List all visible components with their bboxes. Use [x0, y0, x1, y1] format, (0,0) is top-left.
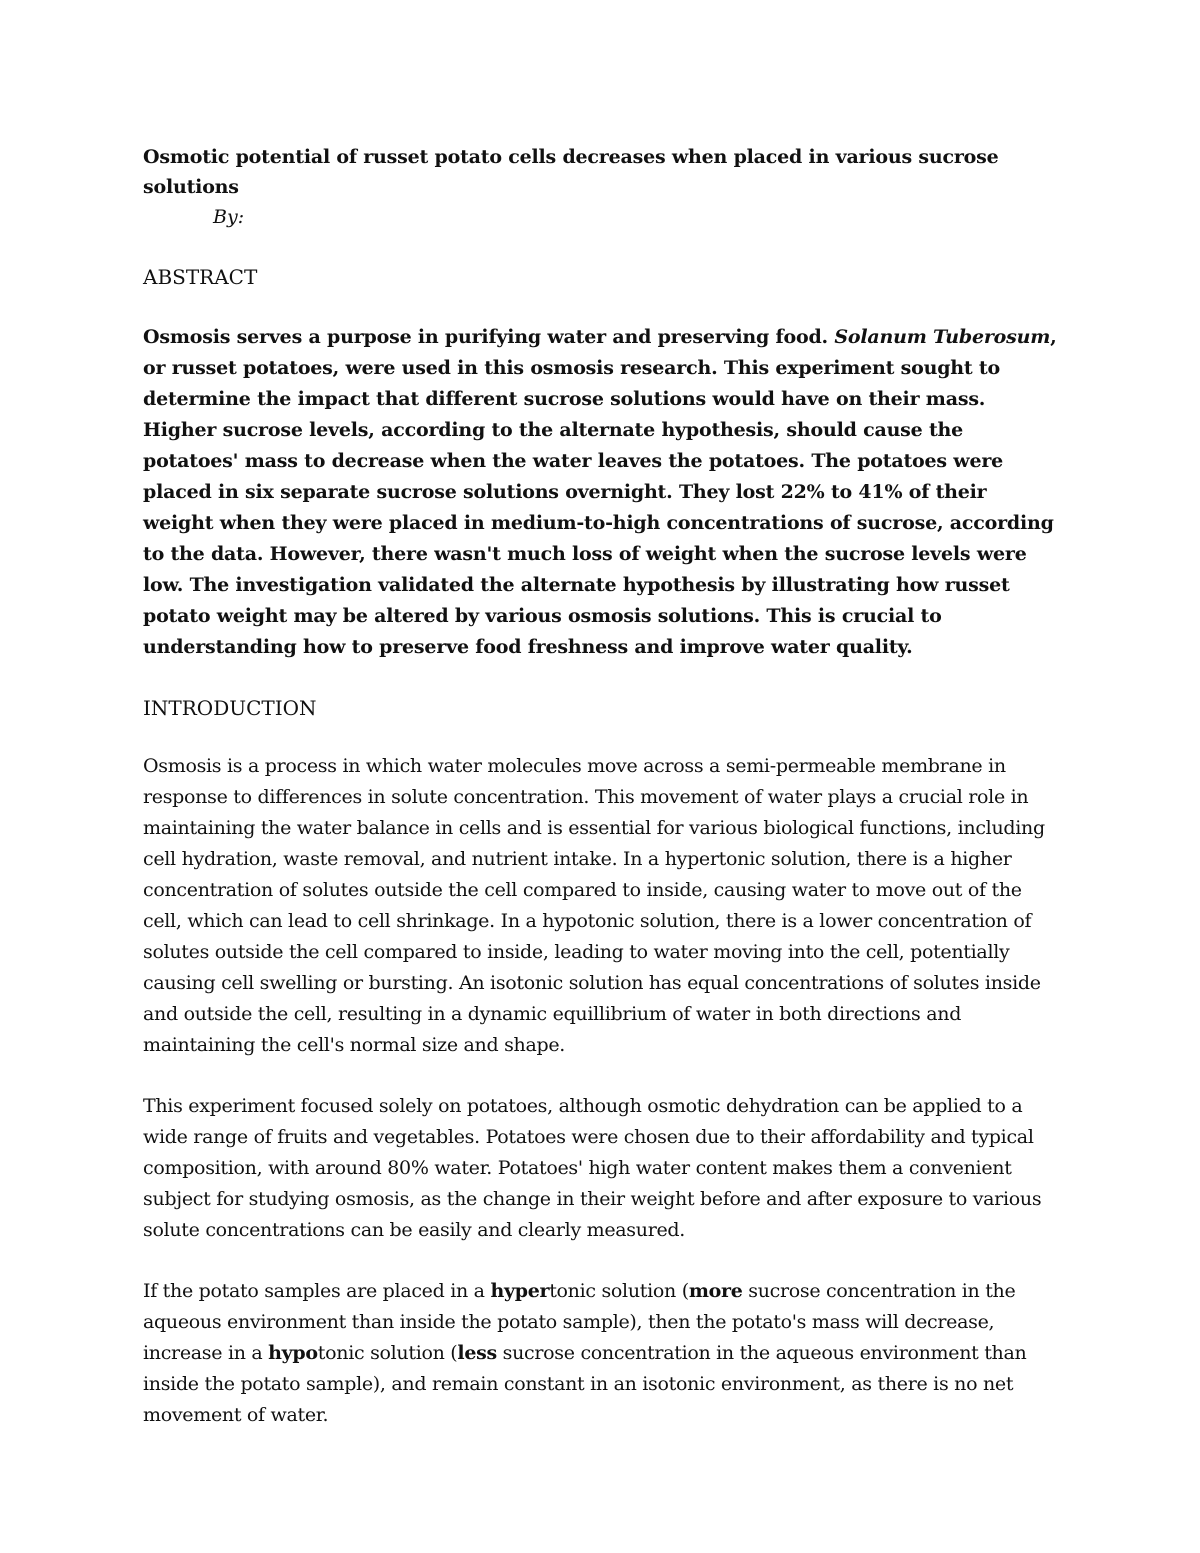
- hypothesis-bold-more: more: [688, 1280, 743, 1302]
- document-body: [143, 142, 1063, 1431]
- author-byline: By:: [213, 206, 245, 228]
- document-title: Osmotic potential of russet potato cells decreases when placed in various sucrose solutions: [143, 146, 999, 198]
- introduction-heading: INTRODUCTION: [143, 696, 317, 720]
- hypothesis-bold-hyper: hyper: [490, 1280, 550, 1302]
- abstract-text-part1: Osmosis serves a purpose in purifying water and preserving food.: [143, 326, 835, 348]
- hypothesis-text-4: tonic solution (: [317, 1342, 458, 1364]
- hypothesis-bold-hypo: hypo: [268, 1342, 318, 1364]
- hypothesis-text-3: sucrose concentration in the aqueous environment than inside the potato sample), then the potato's mass will decrease, increase in a: [143, 1280, 1016, 1364]
- introduction-paragraph-1: Osmosis is a process in which water molecules move across a semi-permeable membrane in response to differences in solute concentration. This movement of water plays a crucial role in maintaining the water balance in cells and is essential for various biological functions, including cell hydration, waste removal, and nutrient intake. In a hypertonic solution, there is a higher concentration of solutes outside the cell compared to inside, causing water to move out of the cell, which can lead to cell shrinkage. In a hypotonic solution, there is a lower concentration of solutes outside the cell compared to inside, leading to water moving into the cell, potentially causing cell swelling or bursting. An isotonic solution has equal concentrations of solutes inside and outside the cell, resulting in a dynamic equillibrium of water in both directions and maintaining the cell's normal size and shape.: [143, 755, 1045, 1056]
- hypothesis-text-1: If the potato samples are placed in a: [143, 1280, 491, 1302]
- abstract-species-name: Solanum Tuberosum: [834, 326, 1051, 348]
- abstract-text-part2: , or russet potatoes, were used in this osmosis research. This experiment sought to determine the impact that different sucrose solutions would have on their mass. Higher sucrose levels, according to the alternate hypothesis, should cause the potatoes' mass to decrease when the water leaves the potatoes. The potatoes were placed in six separate sucrose solutions overnight. They lost 22% to 41% of their weight when they were placed in medium-to-high concentrations of sucrose, according to the data. However, there wasn't much loss of weight when the sucrose levels were low. The investigation validated the alternate hypothesis by illustrating how russet potato weight may be altered by various osmosis solutions. This is crucial to understanding how to preserve food freshness and improve water quality.: [143, 326, 1057, 658]
- hypothesis-text-2: tonic solution (: [549, 1280, 689, 1302]
- abstract-heading: ABSTRACT: [143, 265, 258, 289]
- hypothesis-text-5: sucrose concentration in the aqueous environment than inside the potato sample), and remain constant in an isotonic environment, as there is no net movement of water.: [143, 1342, 1027, 1426]
- abstract-paragraph: [143, 322, 1063, 663]
- hypothesis-bold-less: less: [457, 1342, 497, 1364]
- introduction-paragraph-2: This experiment focused solely on potatoes, although osmotic dehydration can be applied to a wide range of fruits and vegetables. Potatoes were chosen due to their affordability and typical composition, with around 80% water. Potatoes' high water content makes them a convenient subject for studying osmosis, as the change in their weight before and after exposure to various solute concentrations can be easily and clearly measured.: [143, 1095, 1042, 1241]
- introduction-paragraph-3: [143, 1276, 1063, 1431]
